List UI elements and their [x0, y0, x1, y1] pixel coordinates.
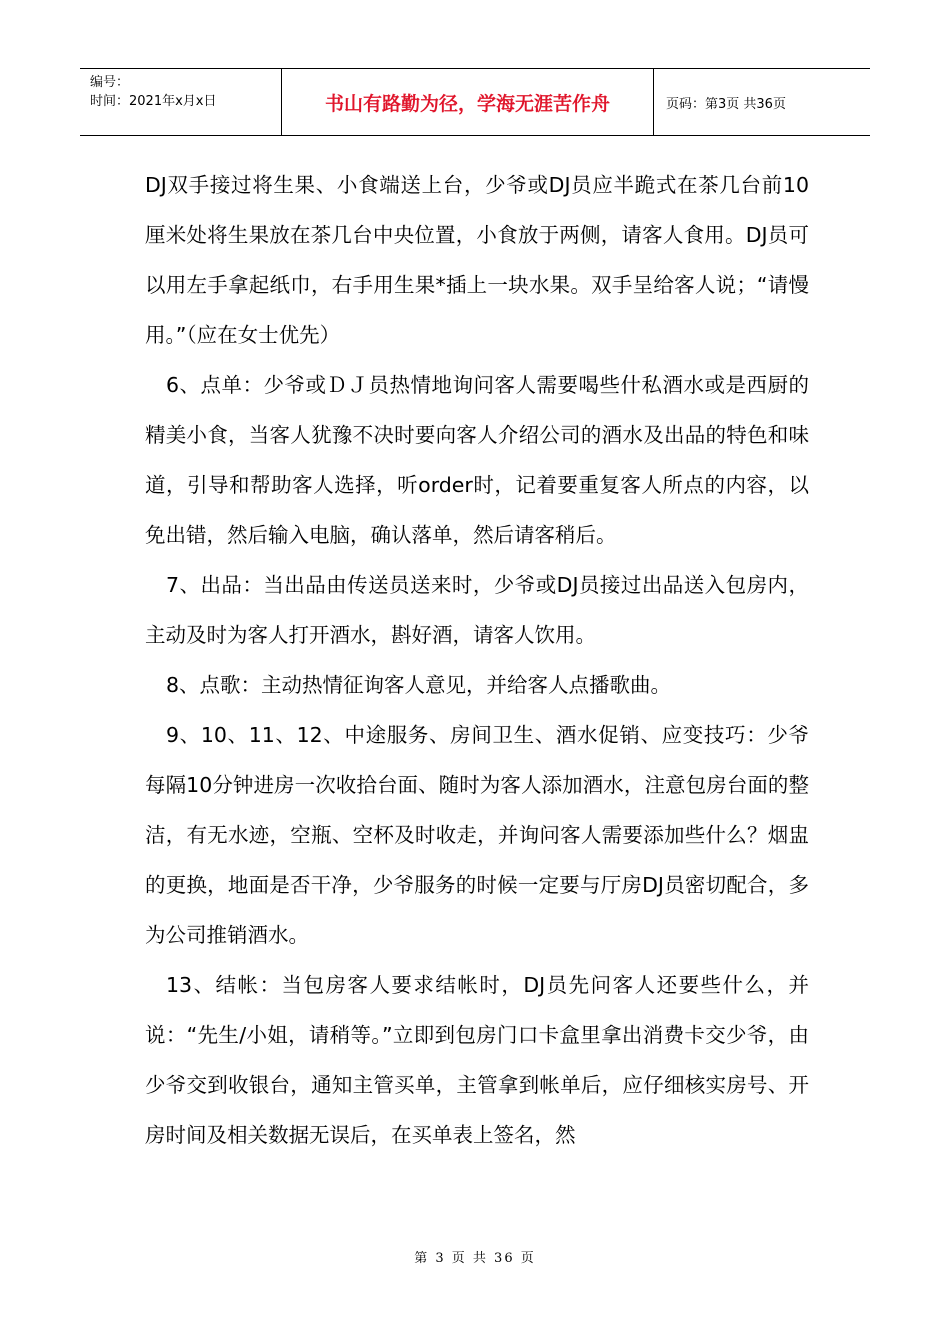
paragraph-midway-service: 9、10、11、12、中途服务、房间卫生、酒水促销、应变技巧：少爷每隔10分钟进房一次收拾台面、随时为客人添加酒水，注意包房台面的整洁，有无水迹，空瓶、空杯及时收走，并询问客人需要添加些什么？烟盅的更换，地面是否干净，少爷服务的时候一定要与厅房DJ员密切配合，多为公司推销酒水。 [145, 723, 809, 947]
header-motto-cell [282, 69, 654, 135]
footer-page-number: 第 3 页 共 36 页 [414, 1251, 536, 1266]
header-left-cell [80, 69, 282, 135]
page-header [80, 68, 870, 136]
page-footer [0, 1247, 950, 1266]
date-label: 时间：2021年x月x日 [90, 94, 217, 109]
page-info: 页码：第3页 共36页 [666, 96, 786, 112]
paragraph-song-request: 8、点歌：主动热情征询客人意见，并给客人点播歌曲。 [166, 673, 672, 697]
paragraph-fruit-serving: DJ双手接过将生果、小食端送上台，少爷或DJ员应半跪式在茶几台前10厘米处将生果放在茶几台中央位置，小食放于两侧，请客人食用。DJ员可以用左手拿起纸巾，右手用生果*插上一块水果。双手呈给客人说；“请慢用。”（应在女士优先） [145, 173, 809, 347]
number-label: 编号： [90, 75, 130, 90]
paragraph-checkout: 13、结帐：当包房客人要求结帐时，DJ员先问客人还要些什么，并说：“先生/小姐，请稍等。”立即到包房门口卡盒里拿出消费卡交少爷，由少爷交到收银台，通知主管买单，主管拿到帐单后，应仔细核实房号、开房时间及相关数据无误后，在买单表上签名，然 [145, 973, 809, 1147]
document-body [145, 160, 809, 1160]
header-page-cell [654, 69, 870, 135]
paragraph-ordering: 6、点单：少爷或ＤＪ员热情地询问客人需要喝些什私酒水或是西厨的精美小食，当客人犹豫不决时要向客人介绍公司的酒水及出品的特色和味道，引导和帮助客人选择，听order时，记着要重复客人所点的内容，以免出错，然后输入电脑，确认落单，然后请客稍后。 [145, 373, 809, 547]
motto-text: 书山有路勤为径，学海无涯苦作舟 [324, 92, 610, 115]
paragraph-delivery: 7、出品：当出品由传送员送来时，少爷或DJ员接过出品送入包房内，主动及时为客人打开酒水，斟好酒，请客人饮用。 [145, 573, 809, 647]
